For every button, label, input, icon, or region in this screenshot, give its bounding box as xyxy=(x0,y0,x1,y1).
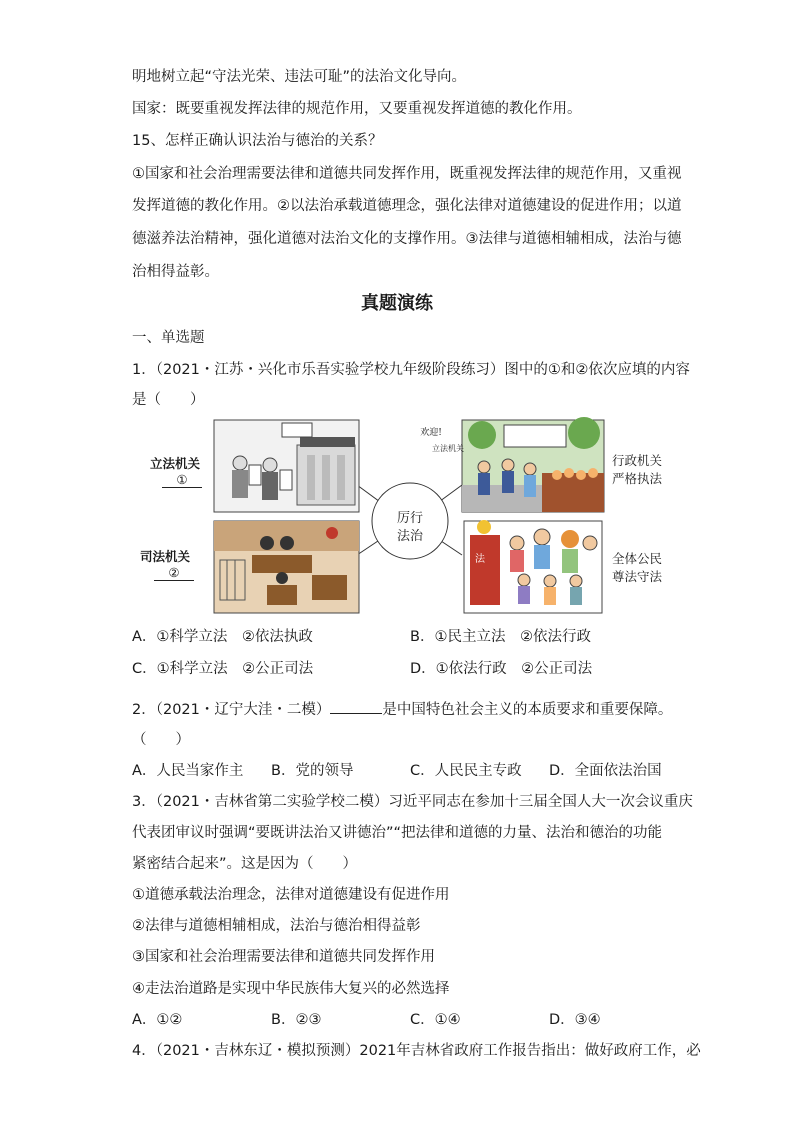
answer-line-3: 德滋养法治精神，强化道德对法治文化的支撑作用。③法律与道德相辅相成，法治与德 xyxy=(132,231,682,247)
q1-option-c[interactable]: C．①科学立法 ②公正司法 xyxy=(132,661,314,677)
q2-source: 2．（2021・辽宁大洼・二模） xyxy=(132,702,331,718)
label-respect-law: 尊法守法 xyxy=(612,569,663,584)
q1-option-b[interactable]: B．①民主立法 ②依法行政 xyxy=(410,629,591,645)
center-label xyxy=(382,510,438,546)
q2-stem-line-1 xyxy=(132,699,672,720)
blank-2: ② xyxy=(154,565,194,581)
q1-stem-line-1: 1．（2021・江苏・兴化市乐吾实验学校九年级阶段练习）图中的①和②依次应填的内容 xyxy=(132,362,690,378)
q2-option-c[interactable]: C．人民民主专政 xyxy=(410,763,522,779)
q2-stem-rest: 是中国特色社会主义的本质要求和重要保障。 xyxy=(382,702,673,718)
q4-stem-line-1: 4．（2021・吉林东辽・模拟预测）2021年吉林省政府工作报告指出：做好政府工作，必 xyxy=(132,1043,701,1059)
answer-line-1: ①国家和社会治理需要法律和道德共同发挥作用，既重视发挥法律的规范作用，又重视 xyxy=(132,166,682,182)
q1-figure xyxy=(132,415,662,620)
law-book-stamp: 法 xyxy=(475,554,485,565)
q2-option-b[interactable]: B．党的领导 xyxy=(271,763,354,779)
legislature-building-sign: 立法机关 xyxy=(432,444,464,453)
q2-option-d[interactable]: D．全面依法治国 xyxy=(549,763,662,779)
center-label-line-1: 厉行 xyxy=(396,511,423,526)
court-cartoon xyxy=(214,521,359,613)
label-legislature: 立法机关 xyxy=(150,456,201,471)
q3-option-a[interactable]: A．①② xyxy=(132,1012,183,1028)
q3-option-c[interactable]: C．①④ xyxy=(410,1012,461,1028)
part-title: 一、单选题 xyxy=(132,330,205,346)
q2-stem-line-2: （ ） xyxy=(132,732,190,748)
q2-blank xyxy=(330,699,382,714)
q3-statement-4: ④走法治道路是实现中华民族伟大复兴的必然选择 xyxy=(132,981,450,997)
q3-stem-line-3: 紧密结合起来”。这是因为（ ） xyxy=(132,856,358,872)
citizens-cartoon xyxy=(464,520,602,613)
welcome-sign: 欢迎! xyxy=(420,428,442,438)
answer-line-2: 发挥道德的教化作用。②以法治承载道德理念，强化法律对道德建设的促进作用；以道 xyxy=(132,198,682,214)
question-15: 15、怎样正确认识法治与德治的关系？ xyxy=(132,133,383,149)
label-strict-enforcement: 严格执法 xyxy=(612,471,663,486)
q1-option-a[interactable]: A．①科学立法 ②依法执政 xyxy=(132,629,313,645)
label-all-citizens: 全体公民 xyxy=(612,551,663,566)
label-judiciary: 司法机关 xyxy=(140,549,191,564)
blank-1: ① xyxy=(162,472,202,488)
q3-stem-line-2: 代表团审议时强调“要既讲法治又讲德治”“把法律和道德的力量、法治和德治的功能 xyxy=(132,825,663,841)
q3-statement-2: ②法律与道德相辅相成，法治与德治相得益彰 xyxy=(132,918,421,934)
q3-statement-1: ①道德承载法治理念，法律对道德建设有促进作用 xyxy=(132,887,450,903)
q3-option-d[interactable]: D．③④ xyxy=(549,1012,601,1028)
q1-stem-line-2: 是（ ） xyxy=(132,392,205,408)
q1-option-d[interactable]: D．①依法行政 ②公正司法 xyxy=(410,661,593,677)
intro-line-1: 明地树立起“守法光荣、违法可耻”的法治文化导向。 xyxy=(132,69,467,85)
legislature-cartoon xyxy=(214,420,359,512)
q3-statement-3: ③国家和社会治理需要法律和道德共同发挥作用 xyxy=(132,949,435,965)
section-title: 真题演练 xyxy=(361,293,433,314)
q2-option-a[interactable]: A．人民当家作主 xyxy=(132,763,244,779)
intro-line-2: 国家：既要重视发挥法律的规范作用，又要重视发挥道德的教化作用。 xyxy=(132,101,582,117)
q3-stem-line-1: 3．（2021・吉林省第二实验学校二模）习近平同志在参加十三届全国人大一次会议重庆 xyxy=(132,794,693,810)
enforcement-cartoon xyxy=(462,417,604,512)
center-label-line-2: 法治 xyxy=(396,529,423,544)
q3-option-b[interactable]: B．②③ xyxy=(271,1012,322,1028)
answer-line-4: 治相得益彰。 xyxy=(132,264,219,280)
label-executive: 行政机关 xyxy=(612,453,663,468)
